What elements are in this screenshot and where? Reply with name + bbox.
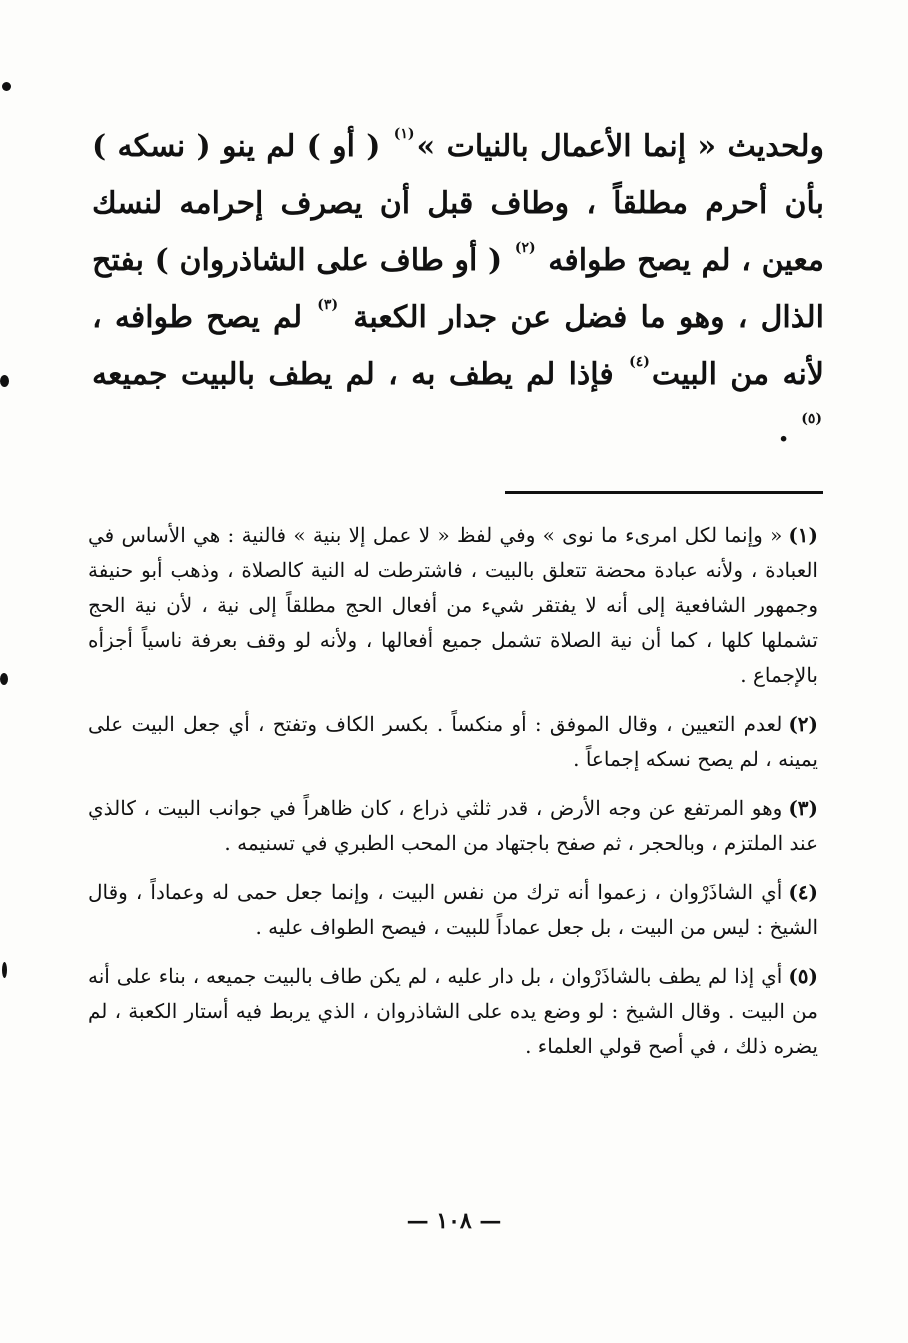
footnote-text: أي إذا لم يطف بالشاذَرْوان ، بل دار عليه ، لم يكن طاف بالبيت جميعه ، بناء على أنه من البيت . وقال الشيخ : لو وضع يده على الشاذروان ، الذي يربط فيه أستار الكعبة ، لم يضره ذلك ، في أصح قولي العلماء .: [88, 964, 818, 1058]
footnote-reference-1: (١): [393, 126, 415, 142]
footnote-number: (٥): [788, 964, 818, 988]
footnote-text: وهو المرتفع عن وجه الأرض ، قدر ثلثي ذراع ، كان ظاهراً في جوانب البيت ، كالذي عند الملتزم ، وبالحجر ، ثم صفح باجتهاد من المحب الطبري في تسنيمه .: [88, 796, 818, 855]
footnote-reference-5: (٥): [801, 411, 822, 427]
main-text-segment: ( أو ) لم ينو ( نسكه ) بأن أحرم مطلقاً ، وطاف قبل أن يصرف إحرامه لنسك معين ، لم يصح طوافه: [92, 129, 825, 278]
footnote-number: (٢): [788, 712, 818, 736]
footnote-reference-4: (٤): [629, 354, 650, 370]
main-text-segment: ولحديث « إنما الأعمال بالنيات »: [416, 129, 824, 164]
footnote-2: [88, 707, 818, 777]
footnote-number: (٣): [788, 796, 818, 820]
footnote-3: [88, 791, 818, 861]
main-paragraph: [92, 118, 824, 460]
main-text-segment: .: [778, 414, 800, 449]
footnote-text: أي الشاذَرْوان ، زعموا أنه ترك من نفس البيت ، وإنما جعل حمى له وعماداً ، وقال الشيخ : ليس من البيت ، بل جعل عماداً للبيت ، فيصح الطواف عليه .: [88, 880, 818, 939]
main-text-segment: فإذا لم يطف به ، لم يطف بالبيت جميعه: [92, 357, 628, 392]
margin-speck: [2, 962, 7, 978]
footnote-4: [88, 875, 818, 945]
footnote-number: (١): [788, 523, 818, 547]
footnote-text: لعدم التعيين ، وقال الموفق : أو منكساً . بكسر الكاف وتفتح ، أي جعل البيت على يمينه ، لم يصح نسكه إجماعاً .: [88, 712, 818, 771]
footnotes-section: [88, 518, 818, 1078]
main-text-segment: لم يصح طوافه ، لأنه من البيت: [92, 300, 824, 392]
page-number: — ١٠٨ —: [406, 1208, 502, 1234]
main-text-segment: ( أو طاف على الشاذروان ) بفتح الذال ، وهو ما فضل عن جدار الكعبة: [92, 243, 824, 335]
main-text-block: [92, 118, 824, 460]
margin-speck: [0, 375, 9, 387]
margin-speck: [0, 673, 8, 685]
footnote-5: [88, 959, 818, 1064]
footnote-1: [88, 518, 818, 693]
footnote-number: (٤): [788, 880, 818, 904]
footnote-text: « وإنما لكل امرىء ما نوى » وفي لفظ « لا عمل إلا بنية » فالنية : هي الأساس في العبادة ، ولأنه عبادة محضة تتعلق بالبيت ، فاشترطت له النية كالصلاة ، وذهب أبو حنيفة وجمهور الشافعية إلى أنه لا يفتقر شيء من أفعال الحج مطلقاً إلى نية ، لأن نية الحج تشملها كلها ، كما أن نية الصلاة تشمل جميع أفعالها ، ولأنه لو وقف بعرفة ناسياً أجزأه بالإجماع .: [88, 523, 818, 687]
footnote-separator-rule: [505, 491, 823, 494]
margin-speck: [2, 82, 11, 91]
footnote-reference-2: (٢): [514, 240, 536, 256]
footnote-reference-3: (٣): [317, 297, 339, 313]
